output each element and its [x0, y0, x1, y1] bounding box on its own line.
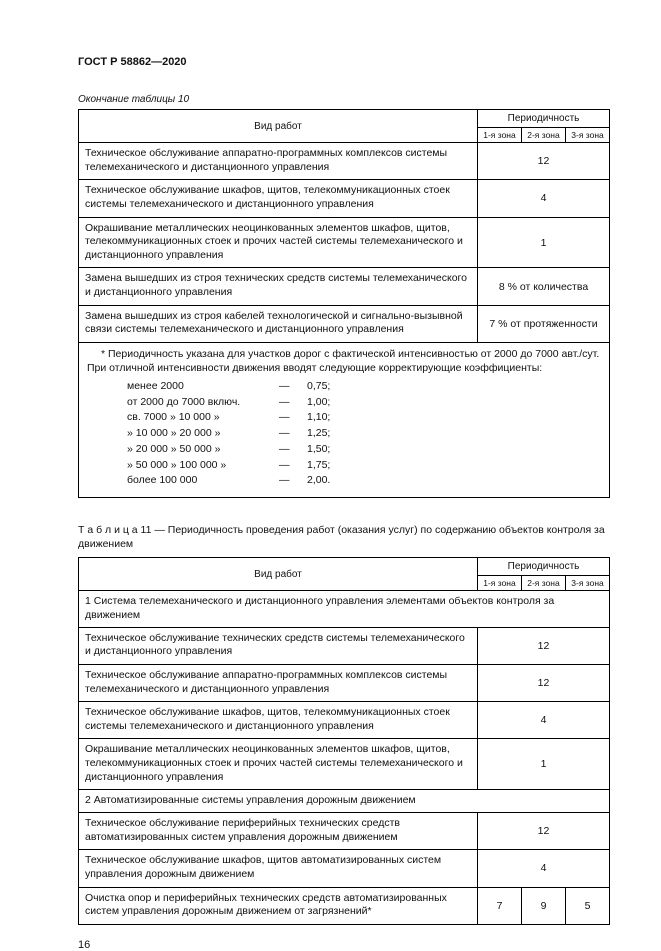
work-cell: Техническое обслуживание аппаратно-программных комплексов системы телемеханического и дистанционного управления	[79, 143, 478, 180]
page-content	[78, 56, 609, 951]
table10-header-period: Периодичность	[478, 110, 610, 128]
table-row	[79, 739, 610, 790]
page-number: 16	[78, 938, 91, 951]
table-row	[79, 887, 610, 924]
coefficient-range: » 20 000 » 50 000 »	[127, 442, 221, 455]
value-cell: 7	[478, 887, 522, 924]
table11-body	[79, 591, 610, 925]
work-cell: Техническое обслуживание аппаратно-программных комплексов системы телемеханического и дистанционного управления	[79, 664, 478, 701]
value-cell: 12	[478, 812, 610, 849]
coefficient-range: от 2000 до 7000 включ.	[127, 395, 241, 408]
coefficient-line	[127, 458, 601, 474]
coefficient-dash: —	[279, 427, 290, 440]
table10-header-zone-2: 2-я зона	[522, 128, 566, 143]
doc-code: ГОСТ Р 58862—2020	[78, 56, 187, 68]
footnote-intro: * Периодичность указана для участков дорог с фактической интенсивностью от 2000 до 7000 авт./сут. При отличной интенсивности движения вводят следующие корректирующие коэффициенты:	[87, 348, 600, 374]
coefficient-line	[127, 395, 601, 411]
coefficient-range: » 10 000 » 20 000 »	[127, 427, 221, 440]
work-cell: Замена вышедших из строя кабелей технологической и сигнально-вызывной связи системы телемеханического и дистанционного управления	[79, 305, 478, 342]
coefficient-dash: —	[279, 395, 290, 408]
work-cell: Замена вышедших из строя технических средств системы телемеханического и дистанционного управления	[79, 268, 478, 305]
table11-header-zone-3: 3-я зона	[566, 576, 610, 591]
section-header-cell: 1 Система телемеханического и дистанционного управления элементами объектов контроля за движением	[79, 591, 610, 627]
coefficient-range: » 50 000 » 100 000 »	[127, 458, 227, 471]
table11-header-zone-2: 2-я зона	[522, 576, 566, 591]
coefficient-dash: —	[279, 379, 290, 392]
table11-header-work: Вид работ	[79, 558, 478, 591]
work-cell: Техническое обслуживание шкафов, щитов автоматизированных систем управления дорожным движением	[79, 850, 478, 887]
table10-header-work: Вид работ	[79, 110, 478, 143]
table-row	[79, 591, 610, 627]
table10-header-zone-1: 1-я зона	[478, 128, 522, 143]
coefficient-range: более 100 000	[127, 474, 198, 487]
table-row	[79, 812, 610, 849]
coefficient-value: 1,25;	[307, 427, 331, 440]
work-cell: Окрашивание металлических неоцинкованных элементов шкафов, щитов, телекоммуникационных стоек и прочих частей системы телемеханического и дистанционного управления	[79, 217, 478, 268]
coefficient-dash: —	[279, 411, 290, 424]
table10-continuation-caption: Окончание таблицы 10	[78, 94, 190, 105]
coefficient-value: 1,00;	[307, 395, 331, 408]
table-row	[79, 790, 610, 813]
coefficient-value: 1,10;	[307, 411, 331, 424]
coefficient-list	[87, 379, 601, 489]
coefficient-dash: —	[279, 458, 290, 471]
table10-footnote	[79, 343, 610, 498]
coefficient-line	[127, 473, 601, 489]
table-row	[79, 850, 610, 887]
work-cell: Техническое обслуживание шкафов, щитов, телекоммуникационных стоек системы телемеханического и дистанционного управления	[79, 702, 478, 739]
table-row	[79, 268, 610, 305]
work-cell: Техническое обслуживание периферийных технических средств автоматизированных систем управления дорожным движением	[79, 812, 478, 849]
table11-caption: Т а б л и ц а 11 — Периодичность проведения работ (оказания услуг) по содержанию объектов контроля за движением	[78, 524, 605, 550]
coefficient-range: св. 7000 » 10 000 »	[127, 411, 220, 424]
value-cell: 12	[478, 627, 610, 664]
value-cell: 7 % от протяженности	[478, 305, 610, 342]
table10-body	[79, 143, 610, 343]
table10-header-row-1	[79, 110, 610, 128]
work-cell: Техническое обслуживание технических средств системы телемеханического и дистанционного управления	[79, 627, 478, 664]
coefficient-value: 1,50;	[307, 442, 331, 455]
coefficient-range: менее 2000	[127, 379, 184, 392]
value-cell: 1	[478, 217, 610, 268]
value-cell: 4	[478, 702, 610, 739]
table-row	[79, 217, 610, 268]
coefficient-dash: —	[279, 474, 290, 487]
value-cell: 4	[478, 850, 610, 887]
table11-header-zone-1: 1-я зона	[478, 576, 522, 591]
table11-header-period: Периодичность	[478, 558, 610, 576]
coefficient-dash: —	[279, 442, 290, 455]
value-cell: 1	[478, 739, 610, 790]
work-cell: Техническое обслуживание шкафов, щитов, телекоммуникационных стоек системы телемеханического и дистанционного управления	[79, 180, 478, 217]
coefficient-line	[127, 426, 601, 442]
table-row	[79, 702, 610, 739]
value-cell: 12	[478, 143, 610, 180]
section-header-cell: 2 Автоматизированные системы управления дорожным движением	[79, 790, 610, 813]
coefficient-line	[127, 442, 601, 458]
table11	[78, 557, 610, 925]
table-row	[79, 305, 610, 342]
value-cell: 9	[522, 887, 566, 924]
coefficient-value: 0,75;	[307, 379, 331, 392]
value-cell: 8 % от количества	[478, 268, 610, 305]
table11-header-row-1	[79, 558, 610, 576]
table-row	[79, 143, 610, 180]
table10-footnote-row	[79, 343, 610, 498]
work-cell: Очистка опор и периферийных технических средств автоматизированных систем управления дорожным движением от загрязнений*	[79, 887, 478, 924]
table-row	[79, 627, 610, 664]
work-cell: Окрашивание металлических неоцинкованных элементов шкафов, щитов, телекоммуникационных стоек и прочих частей системы телемеханического и дистанционного управления	[79, 739, 478, 790]
coefficient-value: 2,00.	[307, 474, 331, 487]
coefficient-line	[127, 379, 601, 395]
table-row	[79, 664, 610, 701]
table-row	[79, 180, 610, 217]
value-cell: 5	[566, 887, 610, 924]
coefficient-value: 1,75;	[307, 458, 331, 471]
table10	[78, 109, 610, 498]
value-cell: 4	[478, 180, 610, 217]
coefficient-line	[127, 410, 601, 426]
value-cell: 12	[478, 664, 610, 701]
table10-header-zone-3: 3-я зона	[566, 128, 610, 143]
